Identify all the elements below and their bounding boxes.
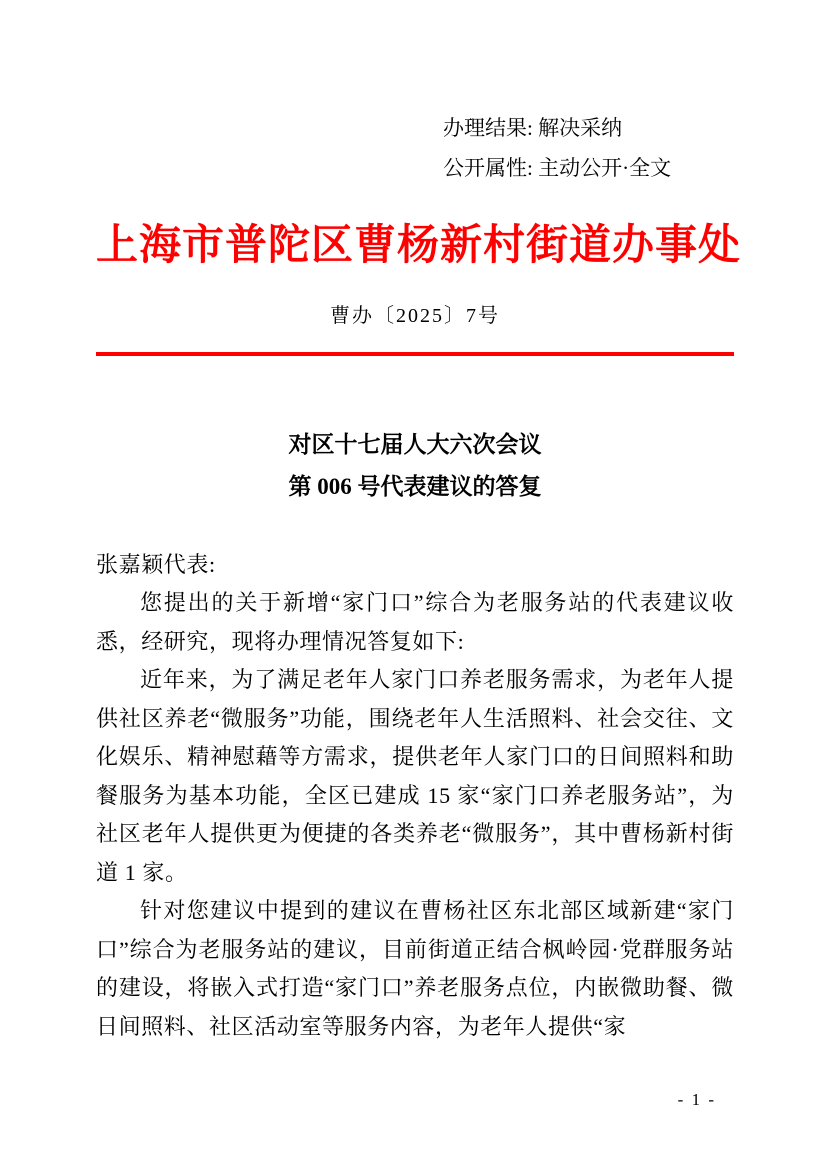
- header-meta: [443, 108, 734, 188]
- body-paragraph-2: 近年来，为了满足老年人家门口养老服务需求，为老年人提供社区养老“微服务”功能，围绕老年人生活照料、社会交往、文化娱乐、精神慰藉等方需求，提供老年人家门口的日间照料和助餐服务为基本功能，全区已建成 15 家“家门口养老服务站”，为社区老年人提供更为便捷的各类养老“微服务”，其中曹杨新村街道 1 家。: [96, 667, 734, 885]
- handling-result-line: 办理结果: 解决采纳: [443, 116, 623, 140]
- document-number: 曹办〔2025〕7号: [330, 304, 500, 327]
- issuing-authority-title: 上海市普陀区曹杨新村街道办事处: [96, 223, 742, 269]
- body-paragraph-3: 针对您建议中提到的建议在曹杨社区东北部区域新建“家门口”综合为老服务站的建议，目前街道正结合枫岭园·党群服务站的建设，将嵌入式打造“家门口”养老服务点位，内嵌微助餐、微日间照料、社区活动室等服务内容，为老年人提供“家: [96, 898, 734, 1039]
- body-paragraph-1: 您提出的关于新增“家门口”综合为老服务站的代表建议收悉，经研究，现将办理情况答复如下:: [96, 590, 734, 654]
- salutation: 张嘉颖代表:: [96, 551, 216, 577]
- red-divider-rule: [96, 352, 734, 356]
- document-body: [96, 546, 734, 1047]
- document-title-line2: 第 006 号代表建议的答复: [288, 473, 542, 499]
- document-title-line1: 对区十七届人大六次会议: [288, 431, 542, 457]
- page-number: - 1 -: [677, 1090, 716, 1109]
- disclosure-attribute-line: 公开属性: 主动公开·全文: [443, 156, 672, 180]
- document-title: [96, 424, 734, 508]
